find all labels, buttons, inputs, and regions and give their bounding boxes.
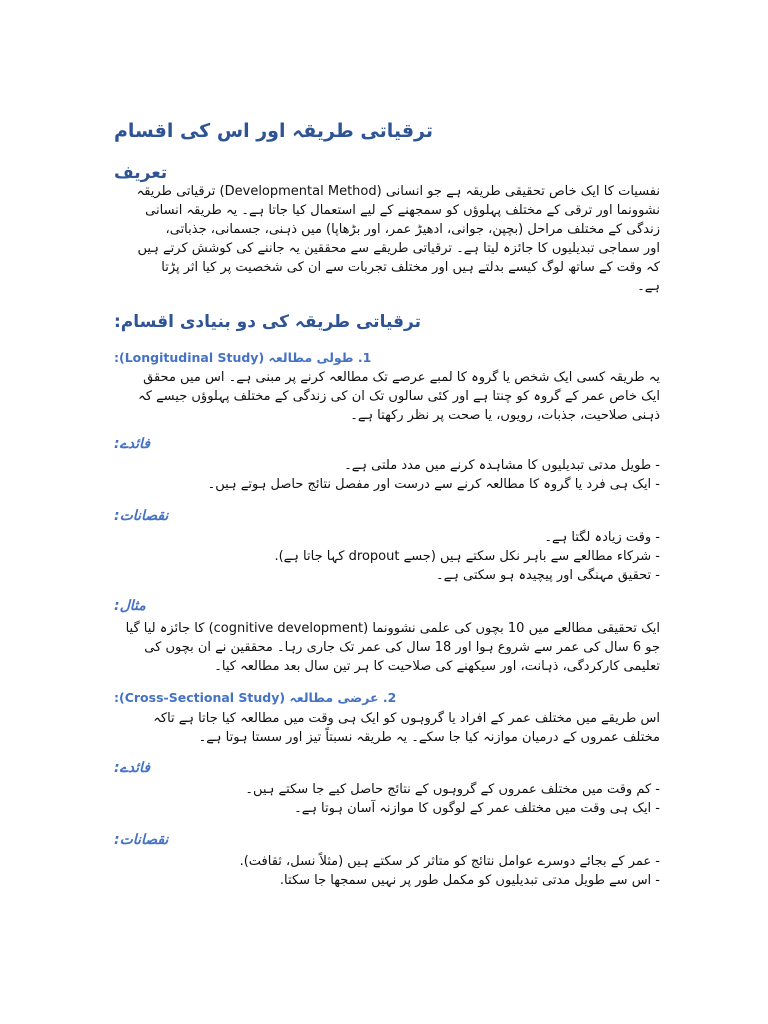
longitudinal-example-paragraph — [100, 619, 660, 676]
longitudinal-line: ذہنی صلاحیت، جذبات، رویوں، یا صحت پر نظر رکھتا ہے۔ — [350, 408, 660, 423]
cross-sectional-line: مختلف عمروں کے درمیان موازنہ کیا جا سکے۔ یہ طریقہ نسبتاً تیز اور سستا ہوتا ہے۔ — [198, 730, 660, 745]
longitudinal-line: یہ طریقہ کسی ایک شخص یا گروہ کا لمبے عرصے تک مطالعہ کرنے پر مبنی ہے۔ اس میں محقق — [143, 370, 660, 385]
document-title: ترقیاتی طریقہ اور اس کی اقسام — [114, 120, 433, 142]
definition-line: نفسیات کا ایک خاص تحقیقی طریقہ ہے جو انسانی (Developmental Method) ترقیاتی طریقہ — [136, 184, 660, 199]
list-item: - ایک ہی فرد یا گروہ کا مطالعہ کرنے سے درست اور مفصل نتائج حاصل ہوتے ہیں۔ — [207, 477, 660, 492]
cross-sectional-line: اس طریقے میں مختلف عمر کے افراد یا گروہوں کو ایک ہی وقت میں مطالعہ کیا جاتا ہے تاکہ — [153, 711, 660, 726]
list-item: - کم وقت میں مختلف عمروں کے گروہوں کے نتائج حاصل کیے جا سکتے ہیں۔ — [245, 782, 660, 797]
longitudinal-advantages-heading: فائدے: — [114, 436, 151, 452]
longitudinal-line: ایک خاص عمر کے گروہ کو چنتا ہے اور کئی سالوں تک ان کی زندگی کے مختلف پہلوؤں جیسے کہ — [138, 389, 660, 404]
cross-sectional-disadvantages-list — [100, 852, 660, 890]
definition-line: کہ وقت کے ساتھ لوگ کیسے بدلتے ہیں اور مختلف تجربات سے ان کی شخصیت پر کیا اثر پڑتا — [161, 260, 660, 275]
longitudinal-advantages-list — [100, 456, 660, 494]
list-item: - ایک ہی وقت میں مختلف عمر کے لوگوں کا موازنہ آسان ہوتا ہے۔ — [294, 801, 660, 816]
definition-line: زندگی کے مختلف مراحل (بچپن، جوانی، ادھیڑ عمر، اور بڑھاپا) میں ذہنی، جسمانی، جذباتی، — [165, 222, 660, 237]
cross-sectional-advantages-list — [100, 780, 660, 818]
cross-sectional-paragraph — [100, 709, 660, 747]
types-heading: ترقیاتی طریقہ کی دو بنیادی اقسام: — [114, 312, 421, 332]
list-item: - تحقیق مہنگی اور پیچیدہ ہو سکتی ہے۔ — [436, 568, 660, 583]
definition-line: اور سماجی تبدیلیوں کا جائزہ لیتا ہے۔ ترقیاتی طریقے سے محققین یہ جاننے کی کوشش کرتے ہیں — [137, 241, 660, 256]
example-line: ایک تحقیقی مطالعے میں 10 بچوں کی علمی نشوونما (cognitive development) کا جائزہ لیا گیا — [125, 621, 660, 636]
longitudinal-disadvantages-list — [100, 528, 660, 585]
list-item: - شرکاء مطالعے سے باہر نکل سکتے ہیں (جسے dropout کہا جاتا ہے). — [274, 549, 660, 564]
definition-heading: تعریف — [114, 163, 168, 183]
definition-line: ہے۔ — [637, 279, 660, 294]
cross-sectional-advantages-heading: فائدے: — [114, 760, 151, 776]
longitudinal-paragraph — [100, 368, 660, 425]
list-item: - وقت زیادہ لگتا ہے۔ — [544, 530, 660, 545]
example-line: جو 6 سال کی عمر سے شروع ہوا اور 18 سال کی عمر تک جاری رہا۔ محققین نے ان بچوں کی — [144, 640, 660, 655]
list-item: - طویل مدتی تبدیلیوں کا مشاہدہ کرنے میں مدد ملتی ہے۔ — [344, 458, 660, 473]
definition-line: نشوونما اور ترقی کے مختلف پہلوؤں کو سمجھنے کے لیے استعمال کیا جاتا ہے۔ یہ طریقہ انسانی — [145, 203, 660, 218]
cross-sectional-heading: 2. عرضی مطالعہ (Cross-Sectional Study): — [114, 690, 397, 705]
example-line: تعلیمی کارکردگی، ذہانت، اور سیکھنے کی صلاحیت کا ہر تین سال بعد مطالعہ کیا۔ — [214, 659, 660, 674]
list-item: - عمر کے بجائے دوسرے عوامل نتائج کو متاثر کر سکتے ہیں (مثلاً نسل، ثقافت). — [239, 854, 660, 869]
longitudinal-disadvantages-heading: نقصانات: — [114, 508, 169, 524]
definition-paragraph — [100, 182, 660, 296]
longitudinal-example-heading: مثال: — [114, 598, 146, 614]
longitudinal-heading: 1. طولی مطالعہ (Longitudinal Study): — [114, 350, 372, 365]
cross-sectional-disadvantages-heading: نقصانات: — [114, 832, 169, 848]
list-item: - اس سے طویل مدتی تبدیلیوں کو مکمل طور پر نہیں سمجھا جا سکتا. — [279, 873, 660, 888]
